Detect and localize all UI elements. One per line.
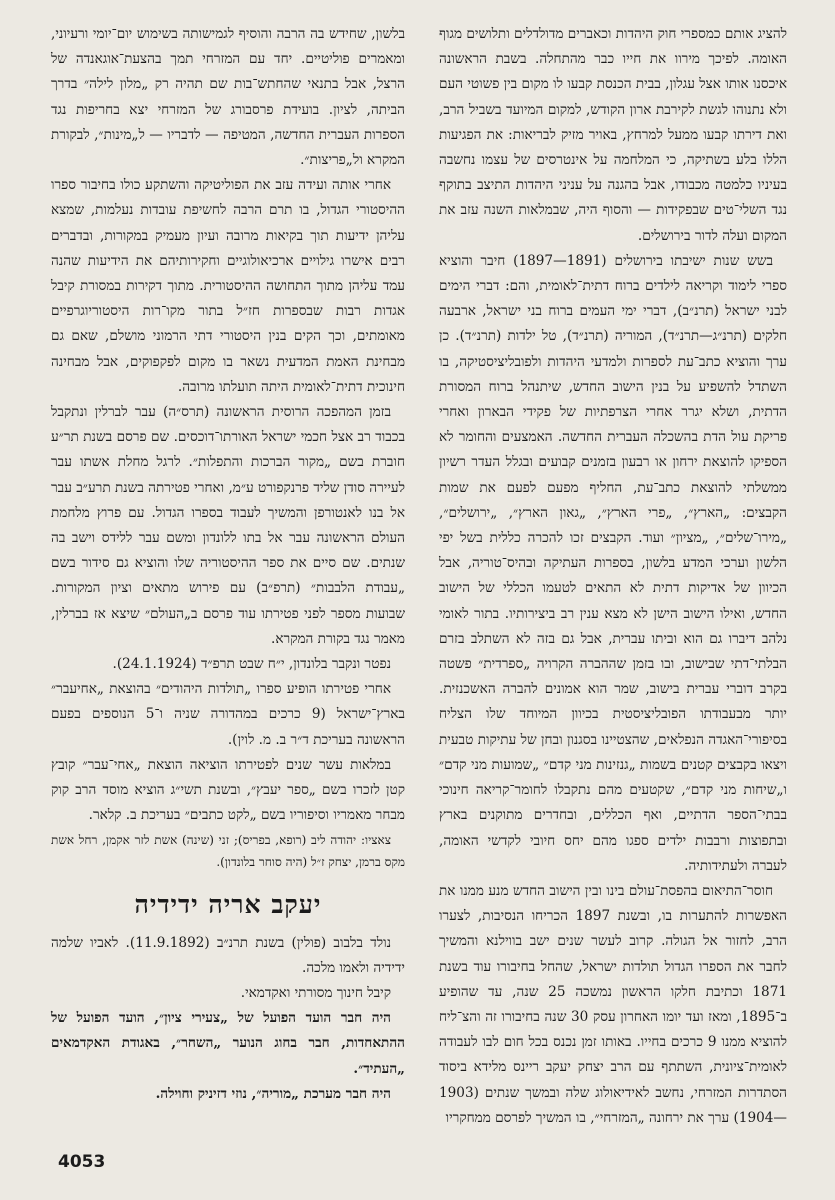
page-number: 4053 [58, 1152, 106, 1172]
paragraph: בזמן המהפכה הרוסית הראשונה (תרס״ה) עבר לברלין ונתקבל בכבוד רב אצל חכמי ישראל האורתו־דוכסים. שם פרסם בשנת תר״ע חוברת בשם „מקור הברכות והתפלות״. לרגל מחלת אשתו עבר לעיירה סודן שליד פרנקפורט ע״מ, ואחרי פטירתה בשנת תרע״ב עבר אל בנו לאנטורפן והמשיך לעבוד בספרו הגדול. עם פרוץ מלחמת העולם הראשונה עבר אל בתו ללונדון ומשם עבר ללידס וישב בה שנתים. שם סיים את ספר ההיסטוריה שלו והוציא גם סידור בשם „עבודת הלבבות״ (תרפ״ב) עם פירוש מתאים וציון המקורות. שבועות מספר לפני פטירתו עוד פרסם ב„העולם״ שיצא אז בברלין, מאמר נגד בקורת המקרא. [51, 404, 405, 647]
entry-birth: נולד בלבוב (פולין) בשנת תרנ״ב (11.9.1892). לאביו שלמה ידידיה ולאמו מלכה. [51, 934, 405, 976]
right-column [439, 22, 787, 1131]
paragraph: נפטר ונקבר בלונדון, י״ח שבט תרפ״ד (24.1.1924). [112, 656, 391, 673]
entry-paragraph: היה חבר מערכת „מוריה״, נוזי דזיניק וחוילה. [155, 1085, 391, 1102]
entry-heading: יעקב אריה ידידיה [134, 889, 322, 919]
paragraph: אחרי פטירתו הופיע ספרו „תולדות היהודים״ בהוצאת „אחיעבר״ בארץ־ישראל (9 כרכים במהדורה שניה ו־5 הנוספים בפעם הראשונה בעריכת ד״ר ב. מ. לוין). [51, 681, 405, 748]
entry-paragraph: היה חבר הועד הפועל של „צעירי ציון״, הועד הפועל של ההתאחדות, חבר בחוג הנוער „השחר״, באגודת האקדמאים „העתיד״. [51, 1010, 405, 1077]
paragraph: במלאות עשר שנים לפטירתו הוציאה הוצאת „אחי־עבר״ קובץ קטן לזכרו בשם „ספר יעבץ״, ובשנת תשי״ג הוציא מוסד הרב קוק מבחר מאמריו וסיפוריו בשם „לקט כתבים״ בעריכת ב. קלאר. [51, 756, 405, 824]
left-column [51, 22, 405, 1107]
paragraph: להציג אותם כמספרי חוק היהדות וכאברים מדולדלים ותלושים מגוף האומה. לפיכך מירוו את חייו כבר מהתחלה. בשבת הראשונה איכסנו אותו אצל עגלון, בבית הכנסת קבעו לו מקום בין פשוטי העם ולא נתנוהו לגשת לקירבת ארון הקודש, למקום המיועד בשביל הרב, ואת דירתו קבעו ממעל למרחץ, באויר מזיק לבריאות: את הפגיעות הללו בלע בשתיקה, כי המלחמה על אינטרסים של עצמו נחשבה בעיניו כלמטה מכבודו, אבל בהגנה על עניני היהדות התיצב בתוקף נגד השלי־טים שבפקידות — והסוף היה, שבמלאות השנה עזב את המקום ועלה לדור בירושלים. [439, 26, 787, 244]
descendants-note: צאציו: יהודה ליב (רופא, בפריס); זני (שינה) אשת לזר אקמן, רחל אשת מקס ברמן, יצחק ז״ל (היה סוחר בלונדון). [51, 832, 405, 869]
paragraph: אחרי אותה ועידה עזב את הפוליטיקה והשתקע כולו בחיבור ספרו ההיסטורי הגדול, בו תרם הרבה לחשיפת עובדות נעלמות, שמצא עליהן ידיעות תוך בקיאות מרובה ועיון מעמיק במקורות, ובדברים רבים אישרו גילויים ארכיאולוגיים וחקירותיהם את הידיעות שהנה עמד עליהן מתוך התחושה ההיסטורית. מתוך דקירות במסורת קיבל אגדות רבות שבספרות חז״ל בתור מקו־רות היסטוריוגרפיים מאומתים, וכך הקים בנין היסטורי דתי הרמוני מושלם, שאם גם מבחינת האמת המדעית נשאר בו מקום לפקפוקים, אבל מבחינה חינוכית דתית־לאומית היתה תועלתו מרובה. [51, 177, 405, 395]
entry-education: קיבל חינוך מסורתי ואקדמאי. [240, 984, 391, 1001]
paragraph: חוסר־התיאום בהפסת־עולם בינו ובין הישוב החדש מנע ממנו את האפשרות להתערות בו, ובשנת 1897 הכריחו הנסיבות, לצערו הרב, לחזור אל הגולה. קרוב לעשר שנים ישב בווילנא והמשיך לחבר את הספרו הגדול תולדות ישראל, שהחל בחיבורו עוד בשנת 1871 וכתיבת חלקו הראשון נמשכה 25 שנה, עד שהופיע ב־1895, ומאז ועד יומו האחרון עסק 30 שנה בחיבורו זה והצ־ליח להוציא ממנו 9 כרכים בחייו. באותו זמן נכנס בכל חום לבו לעבודה לאומית־ציונית, השתתף עם הרב יצחק יעקב ריינס מלידא ביסוד הסתדרות המזרחי, נחשב לאידיאולוג שלה ובמשך שנתים (1903—1904) ערך את ירחונה „המזרחי״, בו המשיך לפרסם ממחקריו [439, 882, 787, 1126]
paragraph: בשש שנות ישיבתו בירושלים (1891—1897) חיבר והוציא ספרי לימוד וקריאה לילדים ברוח דתית־לאומית, והם: דברי הימים לבני ישראל (תרנ״ב), דברי ימי העמים ברוח בני ישראל, ארבעה חלקים (תרנ״ג—תרנ״ד), המוריה (תרנ״ד), טל ילדות (תרנ״ד). כן ערך והוציא כתב־עת לספרות ולמדעי היהדות ולפובליציסטיקה, בו השתדל להשפיע על בנין הישוב החדש, שיתנהל ברוח המסורת הדתית, ושלא יגרר אחרי הצרפתיות של פקידי הבארון ואחרי פריקת עול הדת בהשכלה העברית החדשה. האמצעים והחומר לא הספיקו להוצאת ירחון או רבעון בזמנים קבועים ובגלל העדר רשיון ממשלתי להוצאת כתב־עת, החליף מפעם לפעם את שמות הקבצים: „הארץ״, „פרי הארץ״, „גאון הארץ״, „ירושלים״, „מירו־שלים״, „מציון״ ועוד. הקבצים זכו להכרה כללית בשל יפי הלשון וערכי המדע בלשון, בספרות העתיקה ובהיס־טוריה, אבל הכיוון של אדיקות דתית לא התאים לטעמו הכללי של הישוב החדש, ואילו הישוב הישן לא מצא ענין רב ביצירותיו. בתור לאומי נלהב דיברו גם הוא וביתו עברית, אבל גם בזה לא השתלב בזרם הבלתי־דתי שבישוב, ובו בזמן שההברה הקרויה „ספרדית״ פשטה בקרב דוברי עברית בישוב, שמר הוא אמונים להברה האשכנזית. יותר מבעבודתו הפובליציסטית בכיוון המיוחד שלו הצליח בסיפורי־האגדה הנפלאים, שהצטיינו בסגנון ובחן של עתיקות טבעית ויצאו בקבצים קטנים בשמות „גנזינות מני קדם״ „שמועות מני קדם״ ו„שיחות מני קדם״, שקטעים מהם נתקבלו לחומר־קריאה חינוכי בבתי־הספר הדתיים, ואף הכללים, ובחדרים מתוקנים בארץ ובתפוצות ורבבות ילדים ספגו מהם יחס חיובי לקדשי האומה, לעברה ולעתידותיה. [439, 252, 787, 874]
paragraph: בלשון, שחידש בה הרבה והוסיף לגמישותה בשימוש יום־יומי ורעיוני, ומאמרים פוליטיים. יחד עם המזרחי תמך בהצעת־אוגאנדה של הרצל, אבל בתנאי שהחתש־בות שם תהיה רק „מלון לילה״ בדרך הביתה, לציון. בועידת פרסבורג של המזרחי יצא בחריפות נגד הספרות העברית החדשה, המטיפה — לדבריו — ל„מינות״, לבקורת המקרא ול„פריצות״. [51, 26, 405, 169]
